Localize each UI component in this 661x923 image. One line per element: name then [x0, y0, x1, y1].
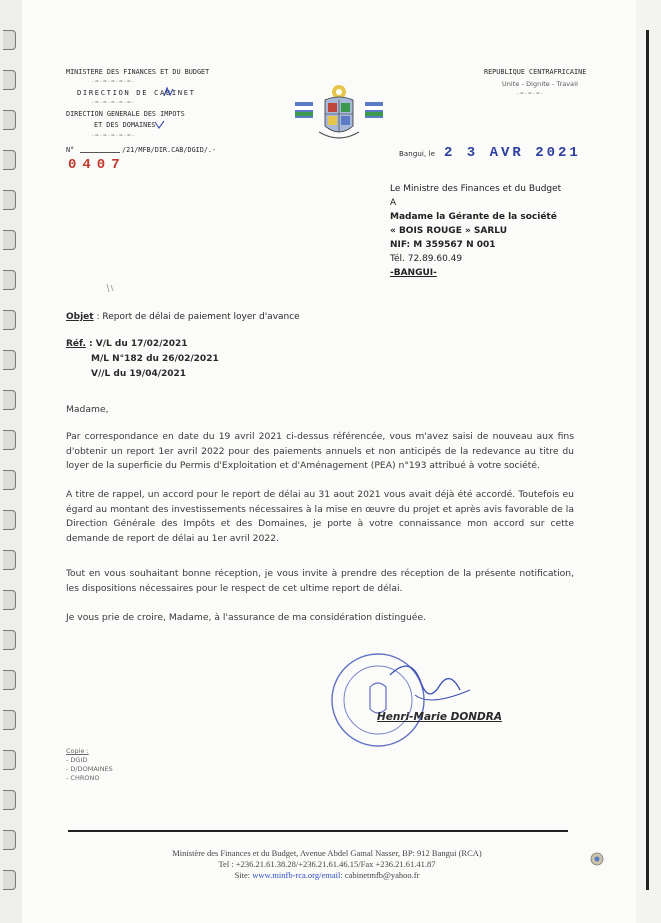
ref-label: Réf. [66, 339, 86, 349]
binder-ring [3, 830, 16, 850]
binder-ring [3, 270, 16, 290]
separator-dots: -=-=-=-=-=- [92, 100, 135, 106]
binder-ring [3, 70, 16, 90]
object-label: Objet [66, 312, 94, 322]
date-stamp: 2 3 AVR 2021 [444, 145, 581, 161]
references-block [66, 337, 219, 382]
binder-ring [3, 510, 16, 530]
ref-blank-line [80, 152, 120, 153]
footer-email: : cabinetmfb@yahoo.fr [340, 870, 420, 880]
footer-rule [68, 830, 568, 832]
ref-line-2: M/L N°182 du 26/02/2021 [91, 354, 219, 364]
recipient-title: Madame la Gérante de la société [390, 212, 557, 222]
letter-number: 0407 [68, 157, 126, 173]
ref-line-3: V//L du 19/04/2021 [91, 369, 187, 379]
binder-ring [3, 110, 16, 130]
company-name: « BOIS ROUGE » SARLU [390, 226, 508, 236]
copies-block [66, 747, 113, 783]
binder-ring [3, 190, 16, 210]
binder-ring [3, 590, 16, 610]
object-text: : Report de délai de paiement loyer d'avance [93, 312, 300, 322]
tax-id: NIF: M 359567 N 001 [390, 240, 496, 250]
cabinet-title: DIRECTION DE CABINET [77, 88, 196, 97]
national-motto: Unite - Dignite - Travail [502, 80, 578, 88]
paragraph-2: A titre de rappel, un accord pour le report de délai au 31 aout 2021 vous avait déjà été accordé. Toutefois eu égard au montant des investissements nécessaires à la mise en œuvre du projet et après avis favorable de la Direction Générale des Impôts et des Domaines, je porte à votre connaissance mon accord sur cette demande de report de délai au 1er avril 2022. [66, 489, 574, 544]
sender-title: Le Ministre des Finances et du Budget [390, 184, 562, 194]
direction-name: DIRECTION GENERALE DES IMPOTS [66, 110, 185, 118]
ministry-logo-icon [590, 852, 604, 866]
ministry-name: MINISTERE DES FINANCES ET DU BUDGET [66, 68, 210, 76]
footer-site-link[interactable]: www.minfb-rca.org/email [252, 870, 341, 880]
coat-of-arms-emblem [295, 82, 383, 142]
footer-phone: Tel : +236.21.61.38.28/+236.21.61.46.15/Fax +236.21.61.41.87 [218, 859, 436, 869]
binder-ring [3, 870, 16, 890]
binder-ring [3, 390, 16, 410]
binder-margin [0, 0, 22, 923]
separator-dots: -=-=-=-=-=- [92, 133, 135, 139]
copies-label: Copie : [66, 747, 89, 755]
binder-ring [3, 310, 16, 330]
copy-item: - CHRONO [66, 774, 100, 782]
signatory-name: Henri-Marie DONDRA [377, 711, 502, 723]
paragraph-1: Par correspondance en date du 19 avril 2021 ci-dessus référencée, vous m'avez saisi de nouveau aux fins d'obtenir un report 1er avril 2022 pour des paiements annuels et non anticipés de la redevance au titre du loyer de la superficie du Permis d'Exploitation et d'Aménagement (PEA) n°193 attribué à votre société. [66, 431, 574, 471]
initials-mark [162, 86, 176, 98]
footer [92, 848, 562, 881]
salutation: Madame, [66, 404, 109, 415]
domains-name: ET DES DOMAINES [94, 121, 156, 129]
ref-suffix: /21/MFB/DIR.CAB/DGID/.- [122, 146, 217, 154]
copy-item: - DGID [66, 756, 88, 764]
footer-address: Ministère des Finances et du Budget, Avenue Abdel Gamal Nasser, BP: 912 Bangui (RCA) [172, 848, 482, 858]
separator-dots: -=-=-=-=-=- [92, 79, 135, 85]
binder-ring [3, 750, 16, 770]
binder-ring [3, 430, 16, 450]
copy-item: - D/DOMAINES [66, 765, 113, 773]
footer-site-label: Site: [234, 870, 253, 880]
republic-name: REPUBLIQUE CENTRAFRICAINE [484, 68, 587, 76]
official-stamp [320, 645, 480, 755]
binder-ring [3, 230, 16, 250]
binder-ring [3, 630, 16, 650]
paragraph-3: Tout en vous souhaitant bonne réception, je vous invite à prendre des réception de la présente notification, les dispositions nécessaires pour le respect de cet ultime report de délai. [66, 568, 574, 594]
page-edge-shadow [646, 30, 649, 890]
binder-ring [3, 710, 16, 730]
city-name: -BANGUI- [390, 268, 437, 278]
scan-mark [105, 282, 115, 294]
binder-ring [3, 350, 16, 370]
separator-dots: -=-=-=- [517, 91, 544, 97]
object-line [66, 312, 300, 322]
ref-line-1: : V/L du 17/02/2021 [85, 339, 188, 349]
ref-prefix: N° [66, 146, 75, 154]
initials-mark [154, 120, 166, 130]
phone-number: Tél. 72.89.60.49 [390, 254, 463, 264]
binder-ring [3, 470, 16, 490]
binder-ring [3, 790, 16, 810]
to-label: A [390, 198, 397, 208]
binder-ring [3, 550, 16, 570]
binder-ring [3, 670, 16, 690]
paragraph-4: Je vous prie de croire, Madame, à l'assurance de ma considération distinguée. [66, 612, 427, 623]
date-place: Bangui, le [399, 150, 436, 158]
binder-ring [3, 150, 16, 170]
binder-ring [3, 30, 16, 50]
